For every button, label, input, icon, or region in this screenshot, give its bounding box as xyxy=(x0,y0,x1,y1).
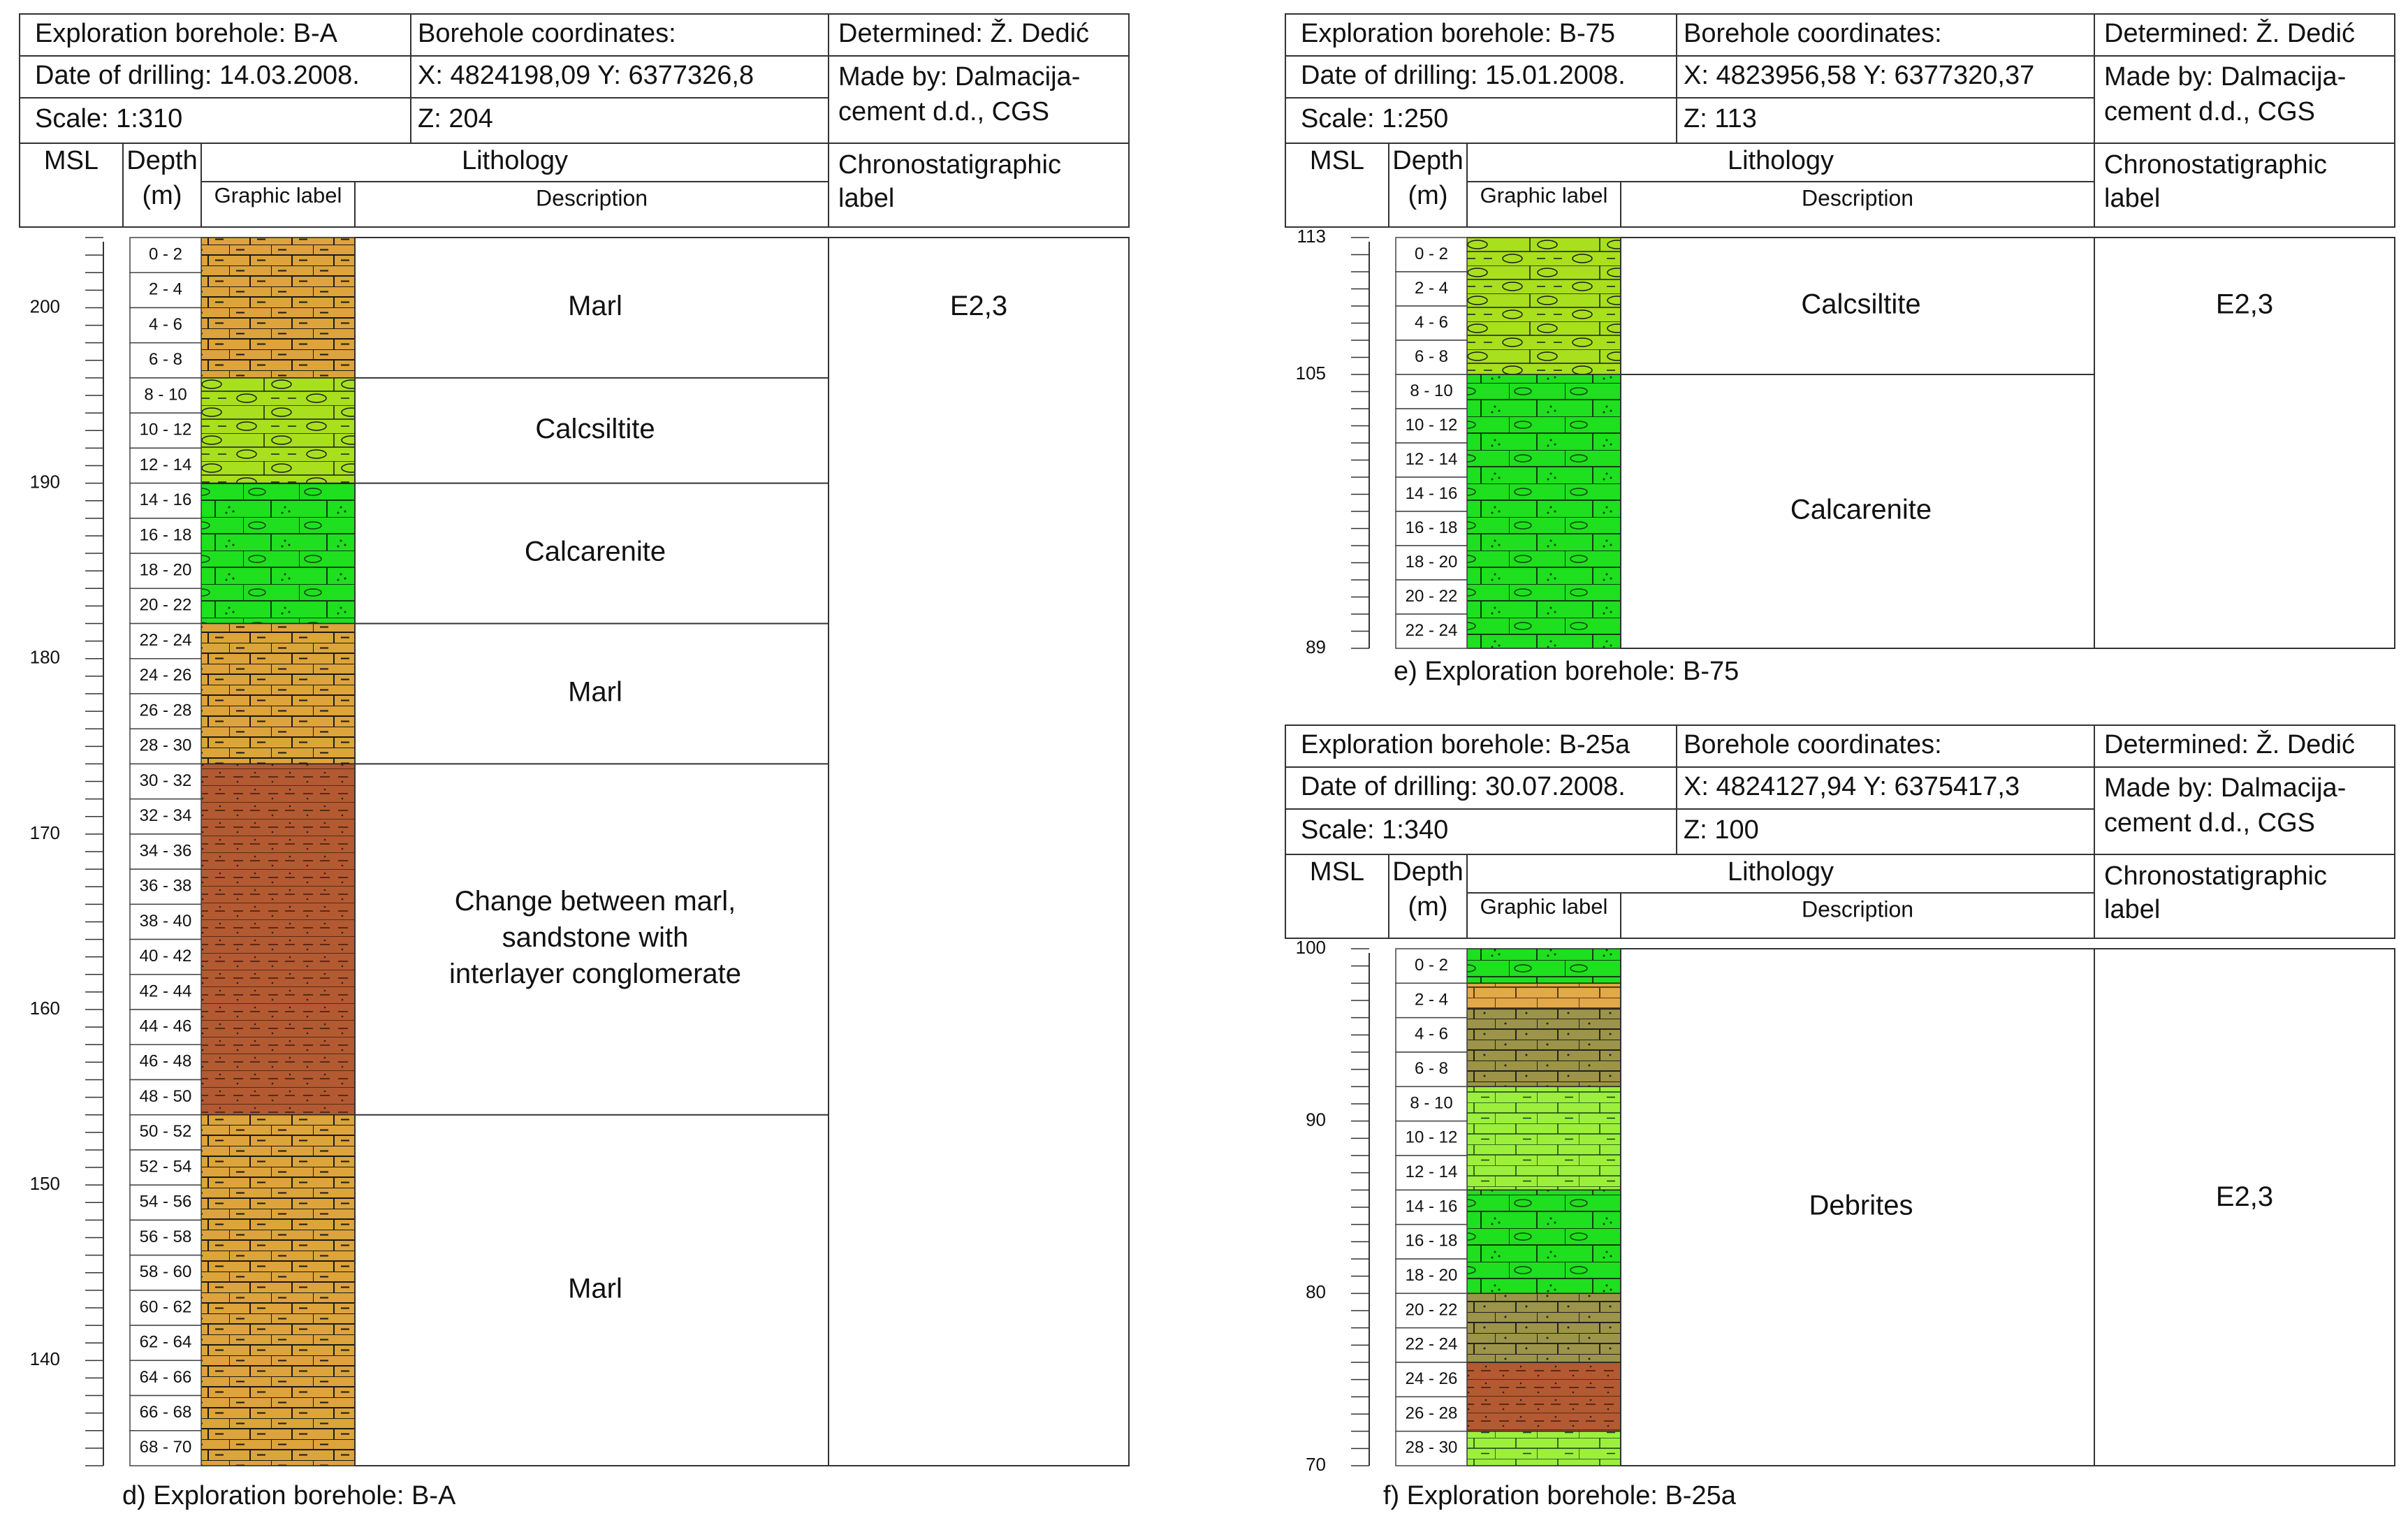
unit-description: sandstone with xyxy=(502,922,689,954)
made-by-line1: Made by: Dalmacija- xyxy=(838,62,1081,92)
chrono-label: E2,3 xyxy=(2215,289,2274,320)
borehole-title: Exploration borehole: B-25a xyxy=(1301,730,1630,760)
coords-xy: X: 4824127,94 Y: 6375417,3 xyxy=(1684,772,2020,802)
borehole-log-f xyxy=(1285,725,2396,1475)
depth-label: 52 - 54 xyxy=(139,1157,192,1176)
depth-label: 28 - 30 xyxy=(139,736,192,755)
depth-label: 60 - 62 xyxy=(139,1297,192,1317)
chrono-label: E2,3 xyxy=(2215,1181,2274,1213)
borehole-log-f-svg xyxy=(1285,725,2396,1475)
borehole-log-e xyxy=(1285,14,2396,657)
graphic-layer-olive xyxy=(1467,1293,1621,1362)
chrono-header-line1: Chronostatigraphic xyxy=(2104,861,2327,891)
depth-label: 46 - 48 xyxy=(139,1051,192,1071)
borehole-title: Exploration borehole: B-A xyxy=(35,19,338,49)
msl-tick-label: 70 xyxy=(1306,1453,1326,1475)
depth-label: 14 - 16 xyxy=(1405,483,1458,503)
unit-description: Debrites xyxy=(1809,1190,1913,1221)
depth-label: 4 - 6 xyxy=(148,314,183,334)
depth-label: 58 - 60 xyxy=(139,1262,192,1282)
depth-label: 64 - 66 xyxy=(139,1367,192,1387)
description-header: Description xyxy=(1801,185,1914,211)
depth-label: 30 - 32 xyxy=(139,771,192,790)
borehole-log-e-svg xyxy=(1285,14,2396,657)
description-header: Description xyxy=(535,185,648,211)
depth-header: Depth xyxy=(1392,857,1464,887)
depth-label: 10 - 12 xyxy=(1405,415,1458,435)
drilling-date: Date of drilling: 15.01.2008. xyxy=(1301,61,1626,91)
graphic-layer-lime xyxy=(1467,1086,1621,1190)
depth-label: 10 - 12 xyxy=(1405,1128,1458,1147)
depth-label: 18 - 20 xyxy=(139,560,192,580)
header-table xyxy=(1285,14,2395,227)
depth-label: 0 - 2 xyxy=(1414,956,1449,975)
unit-description: Calcarenite xyxy=(1790,494,1932,525)
depth-label: 22 - 24 xyxy=(1405,620,1458,640)
lithology-header: Lithology xyxy=(461,146,569,176)
made-by-line1: Made by: Dalmacija- xyxy=(2104,773,2347,803)
graphic-layer-calcarenite xyxy=(1467,949,1621,983)
depth-label: 20 - 22 xyxy=(1405,586,1458,606)
lithology-header: Lithology xyxy=(1727,146,1834,176)
msl-tick-label: 170 xyxy=(29,822,60,843)
chrono-header-line2: label xyxy=(2104,184,2161,214)
depth-label: 16 - 18 xyxy=(1405,518,1458,537)
depth-label: 20 - 22 xyxy=(1405,1300,1458,1320)
unit-description: Marl xyxy=(568,291,622,322)
msl-header: MSL xyxy=(1309,857,1365,887)
depth-label: 14 - 16 xyxy=(139,490,192,510)
graphic-label-header: Graphic label xyxy=(1480,183,1608,208)
msl-tick-label: 100 xyxy=(1295,936,1326,958)
msl-header: MSL xyxy=(43,146,99,176)
depth-label: 66 - 68 xyxy=(139,1403,192,1422)
caption-d: d) Exploration borehole: B-A xyxy=(122,1481,456,1510)
borehole-title: Exploration borehole: B-75 xyxy=(1301,19,1615,49)
made-by-line2: cement d.d., CGS xyxy=(2104,808,2316,838)
graphic-layer-lime xyxy=(1467,1431,1621,1466)
msl-tick-label: 190 xyxy=(29,471,60,493)
depth-label: 18 - 20 xyxy=(1405,1266,1458,1285)
made-by-line2: cement d.d., CGS xyxy=(2104,97,2316,127)
chrono-header-line2: label xyxy=(2104,895,2161,925)
depth-label: 12 - 14 xyxy=(139,455,192,474)
depth-label: 18 - 20 xyxy=(1405,552,1458,571)
depth-label: 28 - 30 xyxy=(1405,1438,1458,1457)
depth-label: 26 - 28 xyxy=(1405,1404,1458,1423)
depth-label: 14 - 16 xyxy=(1405,1197,1458,1216)
depth-label: 2 - 4 xyxy=(1414,990,1449,1010)
graphic-layer-redsand xyxy=(201,764,355,1114)
graphic-layer-calcarenite xyxy=(201,483,355,624)
depth-label: 6 - 8 xyxy=(1414,347,1449,366)
depth-label: 32 - 34 xyxy=(139,806,192,826)
depth-unit-header: (m) xyxy=(142,181,182,211)
depth-label: 22 - 24 xyxy=(139,630,192,650)
graphic-layer-calcsiltite xyxy=(201,378,355,483)
depth-label: 26 - 28 xyxy=(139,701,192,720)
depth-label: 48 - 50 xyxy=(139,1086,192,1106)
depth-label: 6 - 8 xyxy=(1414,1059,1449,1079)
coords-z: Z: 100 xyxy=(1684,815,1759,845)
depth-label: 6 - 8 xyxy=(148,350,183,370)
depth-label: 20 - 22 xyxy=(139,595,192,615)
depth-label: 2 - 4 xyxy=(1414,278,1449,298)
header-table xyxy=(1285,725,2395,938)
determined-by: Determined: Ž. Dedić xyxy=(2104,19,2356,49)
chrono-header-line1: Chronostatigraphic xyxy=(2104,150,2327,180)
coords-title: Borehole coordinates: xyxy=(1684,19,1942,49)
depth-label: 16 - 18 xyxy=(1405,1231,1458,1251)
caption-f: f) Exploration borehole: B-25a xyxy=(1383,1481,1736,1510)
depth-header: Depth xyxy=(1392,146,1464,176)
unit-description: interlayer conglomerate xyxy=(449,959,741,990)
depth-label: 16 - 18 xyxy=(139,525,192,545)
unit-description: Calcarenite xyxy=(524,536,666,567)
coords-z: Z: 204 xyxy=(418,104,493,134)
made-by-line1: Made by: Dalmacija- xyxy=(2104,62,2347,92)
msl-tick-label: 160 xyxy=(29,997,60,1019)
drilling-date: Date of drilling: 14.03.2008. xyxy=(35,61,360,91)
msl-tick-label: 150 xyxy=(29,1173,60,1195)
scale-label: Scale: 1:310 xyxy=(35,104,183,134)
graphic-layer-calcsiltite xyxy=(1467,238,1621,374)
graphic-layer-marlorange xyxy=(1467,983,1621,1009)
msl-tick-label: 80 xyxy=(1306,1281,1326,1303)
graphic-label-header: Graphic label xyxy=(1480,894,1608,919)
depth-label: 8 - 10 xyxy=(1410,381,1453,400)
graphic-layer-marl xyxy=(201,624,355,764)
depth-header: Depth xyxy=(126,146,198,176)
depth-label: 8 - 10 xyxy=(1410,1093,1453,1113)
msl-tick-label: 113 xyxy=(1297,225,1326,247)
header-table xyxy=(20,14,1129,227)
depth-label: 36 - 38 xyxy=(139,876,192,896)
depth-label: 44 - 46 xyxy=(139,1017,192,1036)
depth-label: 42 - 44 xyxy=(139,982,192,1001)
graphic-layer-calcarenite xyxy=(1467,374,1621,648)
coords-xy: X: 4824198,09 Y: 6377326,8 xyxy=(418,61,754,91)
chrono-header-line2: label xyxy=(838,184,895,214)
scale-label: Scale: 1:250 xyxy=(1301,104,1449,134)
coords-title: Borehole coordinates: xyxy=(418,19,676,49)
depth-label: 2 - 4 xyxy=(148,279,183,299)
graphic-layer-marl xyxy=(201,238,355,378)
unit-description: Change between marl, xyxy=(454,886,736,917)
determined-by: Determined: Ž. Dedić xyxy=(838,19,1090,49)
msl-tick-label: 140 xyxy=(29,1348,60,1370)
depth-label: 40 - 42 xyxy=(139,947,192,966)
depth-label: 34 - 36 xyxy=(139,841,192,861)
depth-label: 4 - 6 xyxy=(1414,1024,1449,1044)
depth-unit-header: (m) xyxy=(1408,892,1448,922)
depth-label: 12 - 14 xyxy=(1405,449,1458,469)
coords-title: Borehole coordinates: xyxy=(1684,730,1942,760)
msl-tick-label: 200 xyxy=(29,296,60,317)
msl-header: MSL xyxy=(1309,146,1365,176)
depth-label: 68 - 70 xyxy=(139,1438,192,1457)
made-by-line2: cement d.d., CGS xyxy=(838,97,1050,127)
unit-description: Calcsiltite xyxy=(1801,289,1921,320)
msl-tick-label: 105 xyxy=(1295,362,1326,384)
unit-description: Marl xyxy=(568,676,622,708)
depth-label: 8 - 10 xyxy=(144,385,187,405)
depth-label: 24 - 26 xyxy=(139,666,192,685)
depth-label: 4 - 6 xyxy=(1414,312,1449,332)
msl-tick-label: 180 xyxy=(29,646,60,668)
graphic-layer-marl xyxy=(201,1115,355,1466)
depth-label: 0 - 2 xyxy=(1414,244,1449,263)
scale-label: Scale: 1:340 xyxy=(1301,815,1449,845)
description-header: Description xyxy=(1801,896,1914,922)
depth-unit-header: (m) xyxy=(1408,181,1448,211)
depth-label: 62 - 64 xyxy=(139,1332,192,1352)
borehole-log-d xyxy=(20,14,1130,1467)
graphic-layer-calcarenite xyxy=(1467,1190,1621,1293)
depth-label: 50 - 52 xyxy=(139,1122,192,1142)
lithology-header: Lithology xyxy=(1727,857,1834,887)
coords-z: Z: 113 xyxy=(1684,104,1757,134)
depth-label: 54 - 56 xyxy=(139,1192,192,1211)
depth-label: 12 - 14 xyxy=(1405,1163,1458,1182)
determined-by: Determined: Ž. Dedić xyxy=(2104,730,2356,760)
chrono-label: E2,3 xyxy=(949,291,1008,322)
graphic-layer-olive xyxy=(1467,1009,1621,1086)
borehole-log-d-svg xyxy=(20,14,1130,1467)
unit-description: Marl xyxy=(568,1273,622,1304)
msl-tick-label: 89 xyxy=(1306,636,1326,657)
graphic-layer-redsand xyxy=(1467,1362,1621,1431)
depth-label: 56 - 58 xyxy=(139,1227,192,1246)
depth-label: 38 - 40 xyxy=(139,911,192,931)
unit-description: Calcsiltite xyxy=(535,413,655,444)
graphic-label-header: Graphic label xyxy=(214,183,342,208)
msl-tick-label: 90 xyxy=(1306,1109,1326,1130)
depth-label: 10 - 12 xyxy=(139,420,192,439)
coords-xy: X: 4823956,58 Y: 6377320,37 xyxy=(1684,61,2035,91)
caption-e: e) Exploration borehole: B-75 xyxy=(1394,657,1739,686)
depth-label: 24 - 26 xyxy=(1405,1369,1458,1389)
depth-label: 22 - 24 xyxy=(1405,1334,1458,1354)
drilling-date: Date of drilling: 30.07.2008. xyxy=(1301,772,1626,802)
chrono-header-line1: Chronostatigraphic xyxy=(838,150,1061,180)
depth-label: 0 - 2 xyxy=(148,245,183,264)
